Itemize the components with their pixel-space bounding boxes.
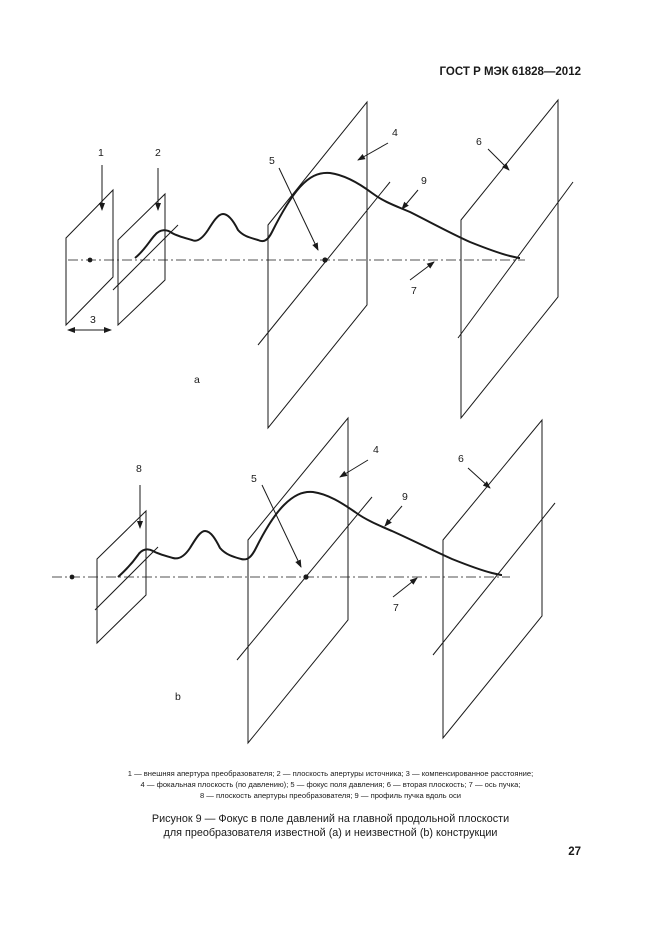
label-2: 2 (155, 147, 161, 159)
legend-line-3: 8 — плоскость апертуры преобразователя; 9 — профиль пучка вдоль оси (199, 791, 462, 800)
label-3: 3 (90, 314, 96, 326)
pressure-focus-point (322, 257, 327, 262)
panel-label-b: b (175, 691, 181, 703)
arrow-7 (410, 262, 434, 280)
arrow-9 (402, 190, 418, 209)
beam-profile-curve (135, 173, 520, 258)
arrow-9 (385, 506, 402, 526)
focal-plane (268, 102, 367, 428)
figure-b-labels (136, 444, 464, 703)
label-6: 6 (458, 453, 464, 465)
outer-aperture-plane (66, 190, 113, 325)
axis-origin-point (70, 575, 75, 580)
arrow-4 (340, 460, 368, 477)
figure-a-labels (90, 127, 482, 386)
focal-plane (248, 418, 348, 743)
caption-line-1: Рисунок 9 — Фокус в поле давлений на главной продольной плоскости (151, 813, 510, 825)
arrow-6 (488, 149, 509, 170)
figure-caption (40, 812, 621, 840)
beam-profile-curve (118, 492, 502, 577)
figure-legend (40, 768, 621, 801)
second-plane-diagonal (458, 182, 573, 338)
arrow-7 (393, 578, 417, 597)
label-4: 4 (392, 127, 398, 139)
second-plane-diagonal (433, 503, 555, 655)
page-number: 27 (568, 846, 581, 858)
figure-a-diagram (66, 100, 573, 428)
pressure-focus-point (303, 574, 308, 579)
label-5: 5 (269, 155, 275, 167)
caption-line-2: для преобразователя известной (а) и неизвестной (b) конструкции (163, 827, 498, 839)
label-5: 5 (251, 473, 257, 485)
label-4: 4 (373, 444, 379, 456)
legend-line-2: 4 — фокальная плоскость (по давлению); 5 — фокус поля давления; 6 — вторая плоскость; 7 — ось пучка; (140, 780, 521, 789)
transducer-aperture-diagonal (95, 547, 158, 610)
label-7: 7 (393, 602, 399, 614)
label-1: 1 (98, 147, 104, 159)
panel-label-a: a (194, 374, 200, 386)
source-aperture-plane (118, 194, 165, 325)
second-plane (443, 420, 542, 738)
label-6: 6 (476, 136, 482, 148)
legend-line-1: 1 — внешняя апертура преобразователя; 2 — плоскость апертуры источника; 3 — компенсированное расстояние; (127, 769, 534, 778)
focal-plane-diagonal (258, 182, 390, 345)
arrow-6 (468, 468, 490, 488)
document-header: ГОСТ Р МЭК 61828—2012 (439, 66, 581, 78)
label-7: 7 (411, 285, 417, 297)
axis-origin-point (88, 258, 93, 263)
label-9: 9 (421, 175, 427, 187)
label-8: 8 (136, 463, 142, 475)
label-9: 9 (402, 491, 408, 503)
figure-b-diagram (52, 418, 555, 743)
arrow-4 (358, 143, 388, 160)
